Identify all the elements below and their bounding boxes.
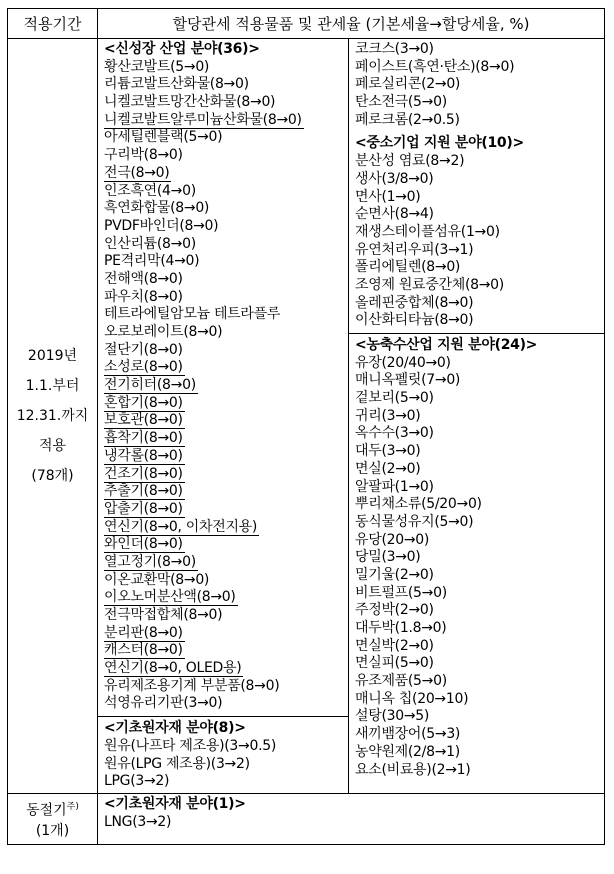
list-item — [355, 708, 604, 726]
list-item — [355, 189, 604, 207]
list-item — [355, 443, 604, 461]
left-items — [98, 39, 348, 793]
header-row — [8, 9, 605, 39]
list-item — [355, 372, 604, 390]
period-end: 12.31.까지 — [16, 407, 89, 424]
list-item-text: 구리박(8→0) — [104, 147, 183, 164]
list-item-text: LNG(3→2) — [104, 813, 172, 830]
list-item — [104, 129, 348, 147]
list-item — [104, 572, 348, 590]
section-divider — [98, 716, 348, 717]
section-title-text: <신성장 산업 분야(36)> — [104, 41, 260, 57]
list-item-text: 전해액(8→0) — [104, 270, 183, 287]
list-item — [355, 41, 604, 59]
winter-label: 동절기 — [26, 802, 67, 819]
list-item-text: 아세틸렌블랙(5→0) — [104, 129, 223, 146]
list-item-text: 니켈코발트알루미늄산화물(8→0) — [104, 111, 302, 128]
list-item-text: 건조기(8→0) — [104, 465, 183, 482]
section-title-text: <기초원자재 분야(1)> — [104, 795, 246, 812]
section-divider — [349, 333, 604, 334]
list-item — [355, 76, 604, 94]
list-item — [104, 165, 348, 183]
list-item-text: 열고정기(8→0) — [104, 553, 196, 570]
list-item-text: 새끼뱀장어(5→3) — [355, 726, 461, 743]
list-item-text: 조영제 원료중간체(8→0) — [355, 276, 504, 293]
list-item — [104, 359, 348, 377]
list-item-text: 면사(1→0) — [355, 188, 421, 205]
list-item — [355, 638, 604, 656]
list-item-text: 이오노머분산액(8→0) — [104, 589, 236, 606]
period-year: 2019년 — [27, 347, 78, 364]
list-item — [355, 479, 604, 497]
list-item-text: 전기히터(8→0) — [104, 377, 196, 394]
list-item-text: 설탕(30→5) — [355, 708, 430, 725]
list-item — [104, 448, 348, 466]
winter-count: (1개) — [35, 822, 70, 839]
list-item-text: 페로실리콘(2→0) — [355, 76, 461, 93]
list-item-text: 폴리에틸렌(8→0) — [355, 259, 461, 276]
list-item — [104, 200, 348, 218]
list-item-text: 탄소전극(5→0) — [355, 94, 447, 111]
list-item-text: 흡착기(8→0) — [104, 430, 183, 447]
list-item — [104, 695, 348, 713]
list-item-text: 원유(LPG 제조용)(3→2) — [104, 755, 250, 772]
list-item-text: 전극(8→0) — [104, 164, 170, 181]
list-item-text: 당밀(3→0) — [355, 549, 421, 566]
winter-row — [8, 793, 605, 844]
list-item — [355, 461, 604, 479]
list-item-text: 인조흑연(4→0) — [104, 182, 196, 199]
list-item-text: 유장(20/40→0) — [355, 354, 451, 371]
list-item — [104, 94, 348, 112]
list-item — [104, 147, 348, 165]
list-item-text: 생사(3/8→0) — [355, 170, 434, 187]
winter-note: 주) — [66, 801, 79, 812]
list-item — [104, 76, 348, 94]
list-item-text: 페로크롬(2→0.5) — [355, 111, 460, 128]
list-item — [104, 607, 348, 625]
list-item — [355, 112, 604, 130]
list-item-text: 테트라에틸암모늄 테트라플루 — [104, 306, 281, 323]
list-item — [104, 678, 348, 696]
list-item-text: 유조제품(5→0) — [355, 673, 447, 690]
list-item-text: 인산리튬(8→0) — [104, 235, 196, 252]
list-item — [355, 425, 604, 443]
list-item — [355, 259, 604, 277]
list-item — [104, 324, 348, 342]
list-item-text: 흑연화합물(8→0) — [104, 200, 210, 217]
list-item-text: 원유(나프타 제조용)(3→0.5) — [104, 737, 276, 754]
list-item — [355, 277, 604, 295]
list-item — [104, 466, 348, 484]
list-item — [104, 536, 348, 554]
list-item-text: 매니옥펠릿(7→0) — [355, 372, 461, 389]
list-item — [104, 271, 348, 289]
list-item — [104, 395, 348, 413]
list-item-text: 귀리(3→0) — [355, 407, 421, 424]
section-title — [104, 720, 348, 738]
list-item-text: 이산화티타늄(8→0) — [355, 312, 474, 329]
list-item — [104, 814, 604, 832]
list-item-text: 캐스터(8→0) — [104, 642, 183, 659]
list-item-text: 추출기(8→0) — [104, 483, 183, 500]
list-item — [355, 355, 604, 373]
list-item-text: 순면사(8→4) — [355, 206, 434, 223]
period-apply: 적용 — [38, 437, 67, 454]
list-item — [104, 236, 348, 254]
list-item-text: 냉각롤(8→0) — [104, 447, 183, 464]
list-item-text: 보호관(8→0) — [104, 412, 183, 429]
list-item-text: 니켈코발트망간산화물(8→0) — [104, 94, 276, 111]
list-item — [355, 673, 604, 691]
list-item-text: 유연처리우피(3→1) — [355, 241, 474, 258]
list-item-text: 알팔파(1→0) — [355, 478, 434, 495]
list-item — [355, 602, 604, 620]
list-item — [104, 306, 348, 324]
list-item — [355, 312, 604, 330]
list-item — [355, 549, 604, 567]
list-item-text: 올레핀중합체(8→0) — [355, 294, 474, 311]
list-item-text: 재생스테이플섬유(1→0) — [355, 223, 500, 240]
section-title — [355, 337, 604, 355]
winter-items-cell — [98, 793, 605, 844]
section-title — [104, 796, 604, 814]
list-item-text: 오로보레이트(8→0) — [104, 324, 223, 340]
list-item — [104, 501, 348, 519]
list-item-text: 대두박(1.8→0) — [355, 620, 447, 636]
list-item — [104, 773, 348, 791]
list-item-text: 겉보리(5→0) — [355, 390, 434, 407]
list-item-text: 동식물성유지(5→0) — [355, 513, 474, 530]
header-items: 할당관세 적용물품 및 관세율 (기본세율→할당세율, %) — [98, 9, 605, 39]
list-item-text: 이온교환막(8→0) — [104, 571, 210, 588]
list-item-text: 옥수수(3→0) — [355, 425, 434, 442]
list-item — [355, 567, 604, 585]
list-item — [104, 738, 348, 756]
list-item — [104, 660, 348, 678]
list-item — [355, 242, 604, 260]
list-item — [355, 655, 604, 673]
list-item — [104, 253, 348, 271]
list-item — [104, 289, 348, 307]
list-item-text: 면실피(5→0) — [355, 655, 434, 672]
list-item — [355, 390, 604, 408]
list-item — [104, 554, 348, 572]
list-item — [104, 625, 348, 643]
list-item-text: 파우치(8→0) — [104, 288, 183, 305]
list-item-text: 리튬코발트산화물(8→0) — [104, 76, 249, 93]
header-period: 적용기간 — [8, 9, 98, 39]
right-items — [349, 39, 604, 781]
period-main — [8, 39, 98, 794]
list-item-text: 소성로(8→0) — [104, 359, 183, 376]
main-row — [8, 39, 605, 794]
list-item-text: 매니옥 칩(20→10) — [355, 690, 469, 707]
list-item-text: PE격리막(4→0) — [104, 253, 200, 270]
list-item — [355, 620, 604, 638]
list-item-text: 연신기(8→0, OLED용) — [104, 660, 242, 677]
section-title-text: <농축수산업 지원 분야(24)> — [355, 337, 538, 353]
section-title-text: <기초원자재 분야(8)> — [104, 720, 246, 737]
list-item — [355, 206, 604, 224]
section-title — [355, 135, 604, 153]
list-item-text: 농약원제(2/8→1) — [355, 743, 460, 760]
winter-items — [98, 794, 604, 833]
list-item-text: 분리판(8→0) — [104, 624, 183, 641]
period-count: (78개) — [31, 467, 74, 484]
list-item — [355, 532, 604, 550]
list-item — [355, 171, 604, 189]
list-item — [104, 59, 348, 77]
list-item — [355, 94, 604, 112]
list-item — [355, 744, 604, 762]
period-winter — [8, 793, 98, 844]
list-item — [355, 295, 604, 313]
list-item-text: 뿌리채소류(5/20→0) — [355, 496, 482, 513]
list-item — [104, 218, 348, 236]
list-item — [355, 726, 604, 744]
list-item-text: 석영유리기판(3→0) — [104, 695, 223, 712]
list-item — [104, 377, 348, 395]
list-item-text: 황산코발트(5→0) — [104, 58, 210, 75]
list-item — [355, 496, 604, 514]
list-item-text: PVDF바인더(8→0) — [104, 217, 219, 234]
list-item-text: LPG(3→2) — [104, 773, 170, 790]
list-item — [104, 642, 348, 660]
list-item-text: 전극막접합체(8→0) — [104, 607, 223, 623]
list-item — [104, 412, 348, 430]
list-item-text: 면실박(2→0) — [355, 637, 434, 654]
list-item — [104, 589, 348, 607]
list-item-text: 페이스트(흑연·탄소)(8→0) — [355, 58, 515, 75]
list-item-text: 혼합기(8→0) — [104, 394, 183, 411]
list-item — [355, 514, 604, 532]
tariff-quota-table — [7, 8, 605, 845]
list-item-text: 절단기(8→0) — [104, 341, 183, 358]
list-item-text: 밀기울(2→0) — [355, 566, 434, 583]
list-item-text: 코크스(3→0) — [355, 41, 434, 57]
list-item — [355, 408, 604, 426]
list-item-text: 비트펄프(5→0) — [355, 584, 447, 601]
list-item-text: 유리제조용기계 부분품(8→0) — [104, 677, 280, 694]
list-item — [104, 183, 348, 201]
list-item — [104, 342, 348, 360]
list-item-text: 연신기(8→0, 이차전지용) — [104, 518, 258, 535]
list-item-text: 유당(20→0) — [355, 531, 430, 548]
list-item-text: 요소(비료용)(2→1) — [355, 761, 471, 778]
list-item-text: 주정박(2→0) — [355, 602, 434, 619]
list-item — [355, 762, 604, 780]
list-item — [104, 483, 348, 501]
right-items-cell — [349, 39, 605, 794]
list-item-text: 대두(3→0) — [355, 443, 421, 460]
list-item — [104, 430, 348, 448]
list-item — [355, 585, 604, 603]
list-item — [104, 519, 348, 537]
section-title — [104, 41, 348, 59]
list-item-text: 와인더(8→0) — [104, 536, 183, 553]
left-items-cell — [98, 39, 349, 794]
list-item — [355, 691, 604, 709]
section-title-text: <중소기업 지원 분야(10)> — [355, 135, 524, 152]
list-item — [104, 112, 348, 130]
period-start: 1.1.부터 — [25, 377, 80, 394]
list-item-text: 면실(2→0) — [355, 460, 421, 477]
list-item — [355, 59, 604, 77]
list-item-text: 압출기(8→0) — [104, 500, 183, 517]
list-item — [104, 756, 348, 774]
list-item — [355, 153, 604, 171]
list-item-text: 분산성 염료(8→2) — [355, 153, 465, 170]
list-item — [355, 224, 604, 242]
